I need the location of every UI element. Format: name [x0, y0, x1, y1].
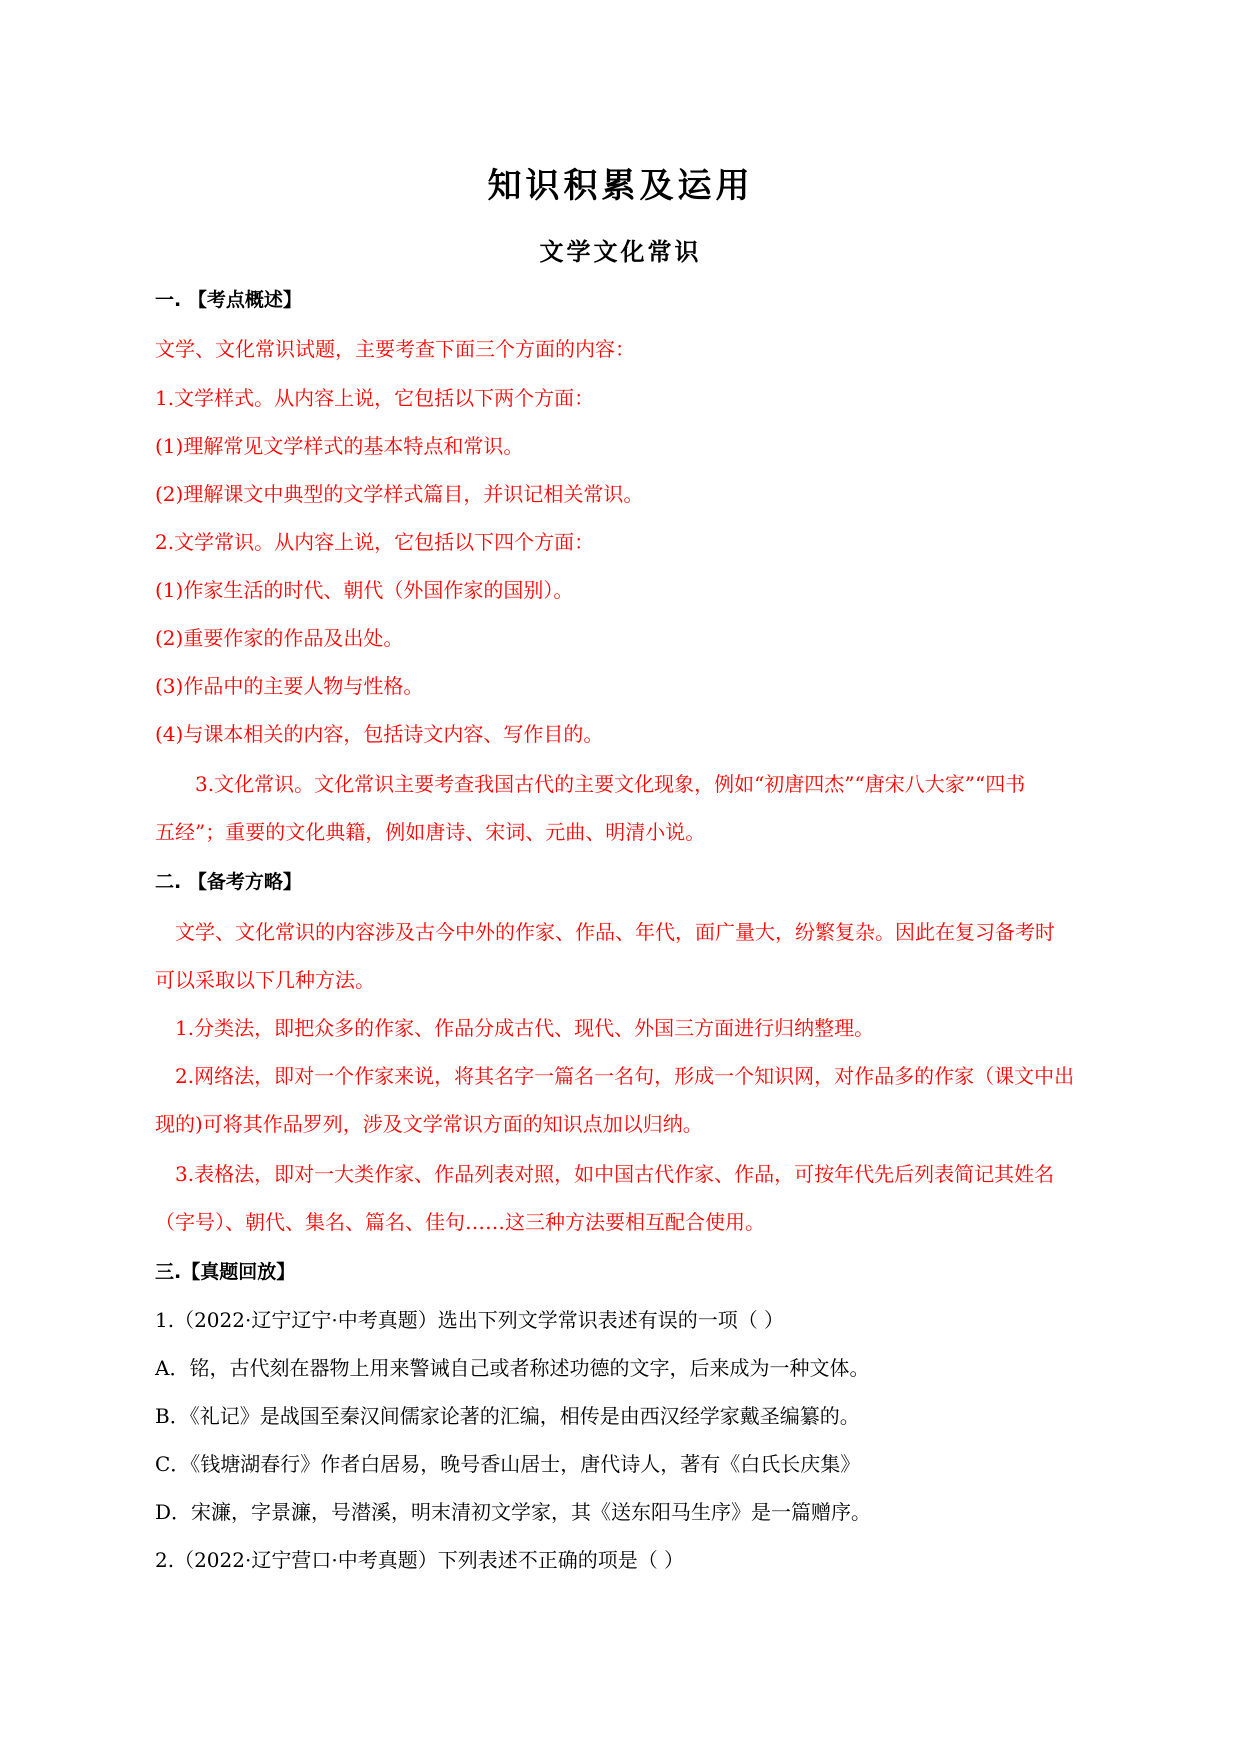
section2-heading: 二. 【备考方略】: [155, 871, 302, 893]
section1-para3-line1: 3.文化常识。文化常识主要考查我国古代的主要文化现象，例如“初唐四杰”“唐宋八大家”“四书: [195, 772, 1026, 796]
section1-line: 2.文学常识。从内容上说，它包括以下四个方面：: [155, 530, 595, 554]
page-title: 知识积累及运用: [487, 166, 754, 206]
section1-para3-line2: 五经”；重要的文化典籍，例如唐诗、宋词、元曲、明清小说。: [155, 820, 706, 844]
section2-method-1: 1.分类法，即把众多的作家、作品分成古代、现代、外国三方面进行归纳整理。: [175, 1016, 875, 1040]
question-1-option-b: B．《礼记》是战国至秦汉间儒家论著的汇编，相传是由西汉经学家戴圣编纂的。: [155, 1404, 860, 1428]
section1-line: 文学、文化常识试题，主要考查下面三个方面的内容：: [155, 337, 635, 361]
section3-heading: 三.【真题回放】: [155, 1261, 296, 1283]
section1-line: (1)理解常见文学样式的基本特点和常识。: [155, 434, 524, 458]
section1-line: (4)与课本相关的内容，包括诗文内容、写作目的。: [155, 722, 604, 746]
question-1-option-d: D．宋濂，字景濂，号潜溪，明末清初文学家，其《送东阳马生序》是一篇赠序。: [155, 1500, 872, 1524]
section2-method-2-line2: 现的)可将其作品罗列，涉及文学常识方面的知识点加以归纳。: [155, 1112, 703, 1136]
section2-method-3-line1: 3.表格法，即对一大类作家、作品列表对照，如中国古代作家、作品，可按年代先后列表简记其姓名: [175, 1162, 1055, 1186]
section2-method-2-line1: 2.网络法，即对一个作家来说，将其名字一篇名一名句，形成一个知识网，对作品多的作家（课文中出: [175, 1064, 1075, 1088]
section2-intro-line1: 文学、文化常识的内容涉及古今中外的作家、作品、年代，面广量大，纷繁复杂。因此在复习备考时: [175, 920, 1055, 944]
section1-line: (3)作品中的主要人物与性格。: [155, 674, 424, 698]
question-1: 1.（2022·辽宁辽宁·中考真题）选出下列文学常识表述有误的一项（ ）: [155, 1308, 785, 1332]
section2-intro-line2: 可以采取以下几种方法。: [155, 968, 375, 992]
question-2: 2.（2022·辽宁营口·中考真题）下列表述不正确的项是（ ）: [155, 1548, 685, 1572]
section1-line: (1)作家生活的时代、朝代（外国作家的国别）。: [155, 578, 574, 602]
section2-method-3-line2: （字号）、朝代、集名、篇名、佳句……这三种方法要相互配合使用。: [155, 1210, 765, 1234]
section1-line: (2)重要作家的作品及出处。: [155, 626, 404, 650]
question-1-option-a: A．铭，古代刻在器物上用来警诫自己或者称述功德的文字，后来成为一种文体。: [155, 1356, 870, 1380]
section1-line: (2)理解课文中典型的文学样式篇目，并识记相关常识。: [155, 482, 644, 506]
question-1-option-c: C．《钱塘湖春行》作者白居易，晚号香山居士，唐代诗人，著有《白氏长庆集》: [155, 1452, 861, 1476]
page-subtitle: 文学文化常识: [539, 237, 702, 266]
section1-heading: 一. 【考点概述】: [155, 289, 302, 311]
section1-line: 1.文学样式。从内容上说，它包括以下两个方面：: [155, 386, 595, 410]
